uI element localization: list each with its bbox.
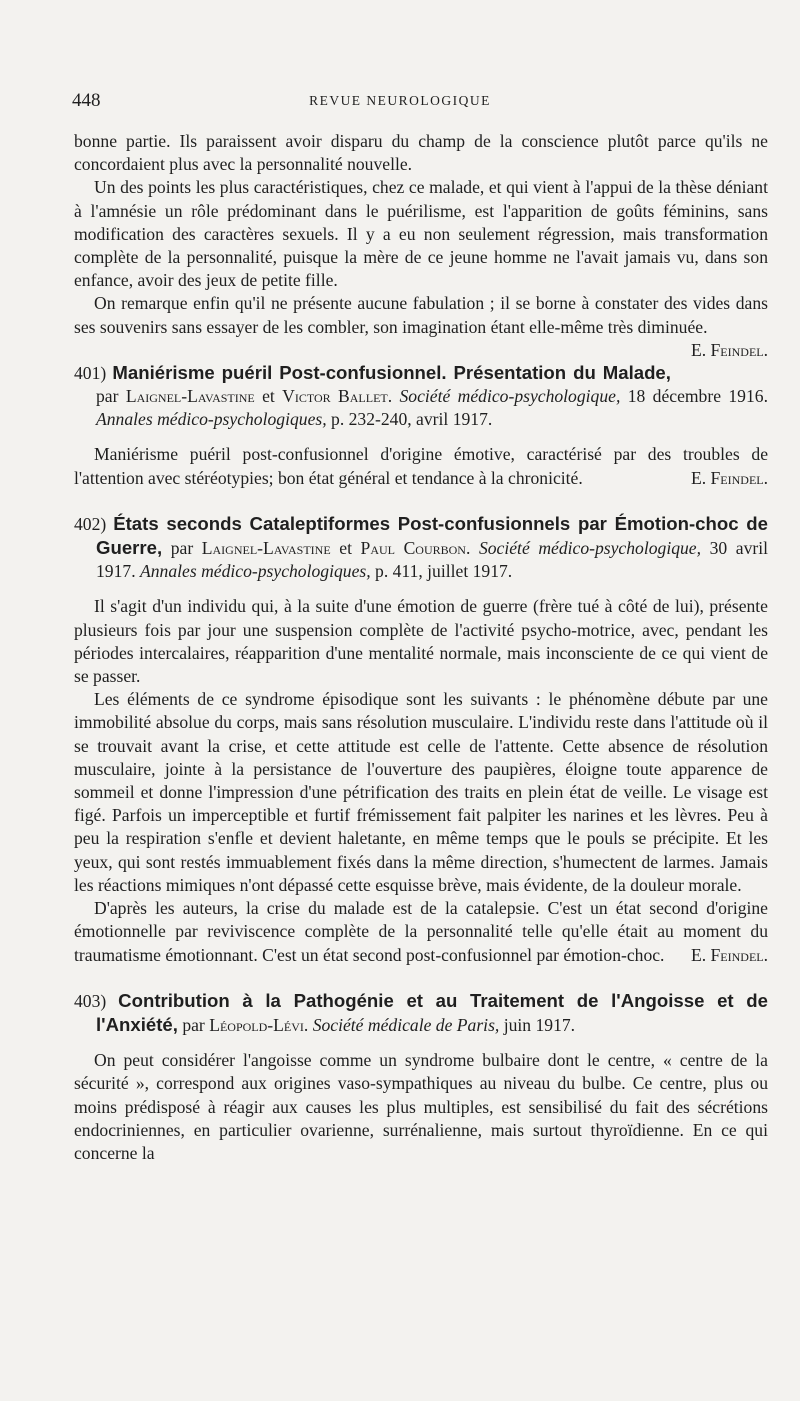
page-body xyxy=(74,130,768,1165)
abstract-entry-402 xyxy=(74,512,768,967)
preposition: par xyxy=(96,386,119,407)
entry-heading xyxy=(74,361,768,432)
body-paragraph xyxy=(74,292,768,360)
running-title: REVUE NEUROLOGIQUE xyxy=(309,93,491,108)
author-name: Laignel-Lavastine xyxy=(125,386,255,407)
entry-number: 402) xyxy=(74,513,107,534)
author-name: Paul Courbon. xyxy=(360,538,471,559)
journal-name: Société médico-psychologique, xyxy=(478,538,702,559)
preposition: par xyxy=(170,538,194,559)
entry-number: 401) xyxy=(74,362,107,383)
page-number: 448 xyxy=(72,90,101,111)
signature: E. Feindel. xyxy=(690,467,768,488)
body-paragraph: On peut considérer l'angoisse comme un syndrome bulbaire dont le centre, « centre de la sécurité », correspond aux origines vaso-sympathiques au niveau du bulbe. Ce centre, plus ou moins prédisposé à réagir aux causes les plus multiples, est sensibilisé du fait des sécrétions endocriniennes, en particulier ovarienne, surrénalienne, mais surtout thyroïdienne. En ce qui concerne la xyxy=(74,1050,768,1163)
body-paragraph: Les éléments de ce syndrome épisodique sont les suivants : le phénomène débute par une immobilité absolue du corps, mais sans résolution musculaire. L'individu reste dans l'attitude où il se trouvait avant la crise, et cette attitude est celle de l'attente. Cette absence de résolution musculaire, jointe à la persistance de l'ouverture des paupières, éloigne toute apparence de sommeil et donne l'impression d'une pétrification des traits en plein état de veille. Le visage est figé. Parfois un imperceptible et furtif frémissement fait palpiter les narines et les lèvres. Peu à peu la respiration s'enfle et devient haletante, en même temps que le pouls se précipite. Et les yeux, qui sont restés immuablement fixés dans la même direction, s'humectent de larmes. Jamais les réactions mimiques n'ont dépassé cette esquisse brève, mais évidente, de la douleur morale. xyxy=(74,689,768,895)
citation-reference: juin 1917. xyxy=(503,1014,576,1035)
paragraph-text: Maniérisme puéril post-confusionnel d'origine émotive, caractérisé par des troubles de l'attention avec stéréotypies; bon état général et tendance à la chronicité. xyxy=(74,444,768,488)
paragraph-text: D'après les auteurs, la crise du malade est de la catalepsie. C'est un état second d'origine émotionnelle par reviviscence complète de la personnalité telle qu'elle était au moment du traumatisme émotionnant. C'est un état second post-confusionnel par émotion-choc. xyxy=(74,898,768,965)
paragraph-text: On remarque enfin qu'il ne présente aucune fabulation ; il se borne à constater des vides dans ses souvenirs sans essayer de les combler, son imagination étant elle-même très diminuée. xyxy=(74,293,768,337)
entry-title: États seconds Cataleptiformes Post-confusionnels par Émotion-choc de Guerre, xyxy=(96,512,768,559)
body-paragraph xyxy=(74,897,768,967)
body-paragraph: bonne partie. Ils paraissent avoir disparu du champ de la conscience plutôt parce qu'ils ne concordaient plus avec la personnalité nouvelle. xyxy=(74,131,768,175)
entry-title: Maniérisme puéril Post-confusionnel. Présentation du Malade, xyxy=(112,361,671,383)
author-name: Victor Ballet. xyxy=(282,386,393,407)
journal-name: Annales médico-psychologiques, xyxy=(140,561,371,582)
citation-reference: 18 décembre 1916. xyxy=(627,386,768,407)
journal-name: Annales médico-psychologiques, xyxy=(96,409,327,430)
citation-reference: 30 avril 1917. xyxy=(96,538,768,582)
entry-title: Contribution à la Pathogénie et au Traitement de l'Angoisse et de l'Anxiété, xyxy=(96,989,769,1035)
abstract-entry-401 xyxy=(74,361,768,490)
signature: E. Feindel. xyxy=(690,339,768,360)
body-paragraph: Il s'agit d'un individu qui, à la suite d'une émotion de guerre (frère tué à côté de lui), présente plusieurs fois par jour une suspension complète de l'activité psycho-motrice, avec, pendant les périodes intercalaires, réapparition d'une mentalité normale, mais inconsciente de ce qui vient de se passer. xyxy=(74,596,768,687)
author-name: Léopold-Lévi. xyxy=(209,1014,309,1035)
citation-reference: p. 232-240, avril 1917. xyxy=(331,409,493,430)
conjunction: et xyxy=(262,386,275,407)
entry-number: 403) xyxy=(74,990,107,1011)
page-header xyxy=(72,90,728,114)
preposition: par xyxy=(182,1014,205,1035)
author-name: Laignel-Lavastine xyxy=(201,538,331,559)
entry-heading xyxy=(74,512,768,584)
signature: E. Feindel. xyxy=(690,944,768,965)
abstract-entry-403 xyxy=(74,989,768,1165)
journal-name: Société médicale de Paris, xyxy=(312,1014,500,1035)
entry-heading xyxy=(74,989,768,1037)
intro-section xyxy=(74,130,768,360)
body-paragraph: Un des points les plus caractéristiques, chez ce malade, et qui vient à l'appui de la thèse déniant à l'amnésie un rôle prédominant dans le puérilisme, est l'apparition de goûts féminins, sans modification des caractères sexuels. Il y a eu non seulement régression, mais transformation complète de la personnalité, puisque la mère de ce jeune homme ne l'avait jamais vu, dans son enfance, avoir des jeux de petite fille. xyxy=(74,177,768,291)
citation-reference: p. 411, juillet 1917. xyxy=(375,561,513,582)
journal-name: Société médico-psychologique, xyxy=(399,386,621,407)
body-paragraph xyxy=(74,443,768,489)
conjunction: et xyxy=(339,538,352,559)
